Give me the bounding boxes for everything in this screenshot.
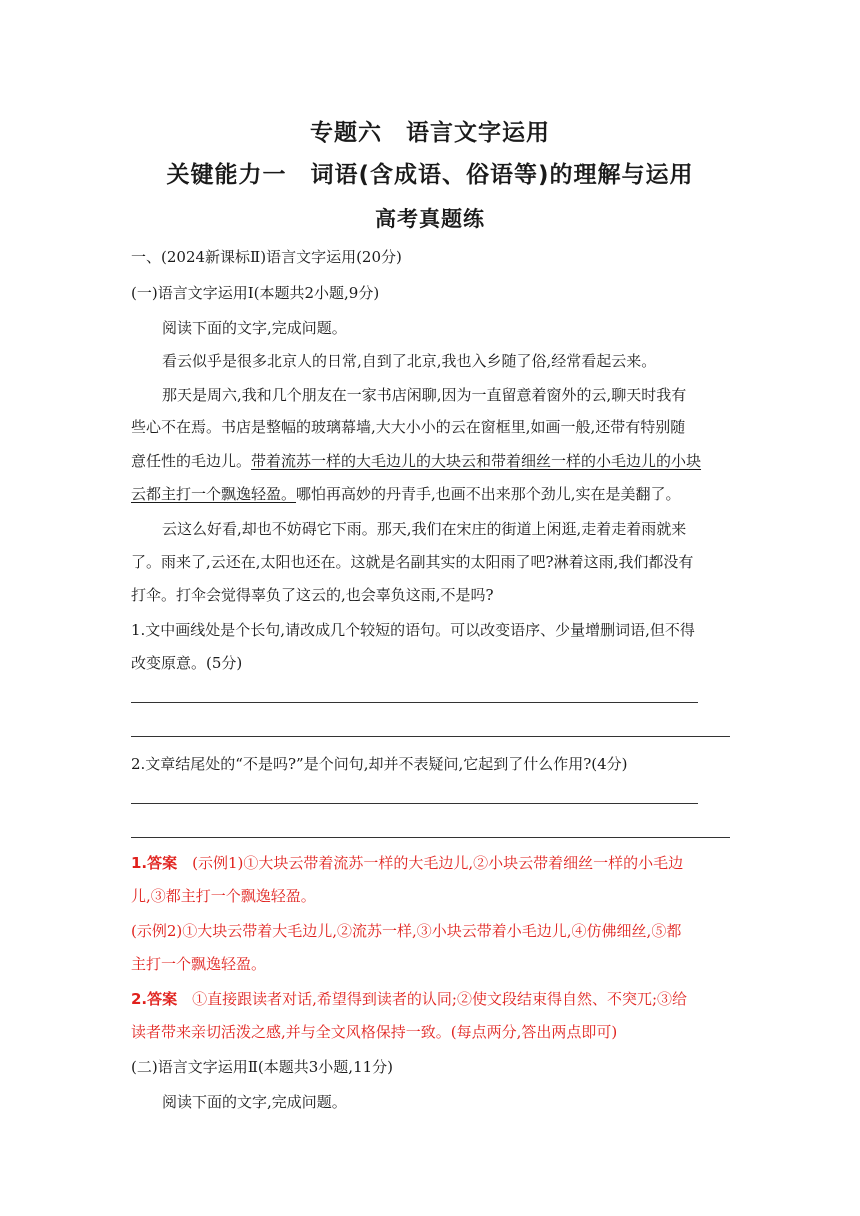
answer2-label: 2.答案 [131,990,178,1008]
answer2-line1 [131,989,731,1009]
underlined-long-sentence-part2: 云都主打一个飘逸轻盈。 [131,485,297,503]
sub1-heading: (一)语言文字运用Ⅰ(本题共2小题,9分) [131,284,380,302]
underlined-long-sentence-part1: 带着流苏一样的大毛边儿的大块云和带着细丝一样的小毛边儿的小块 [251,452,702,470]
passage-p2-line3-plain: 意任性的毛边儿。 [131,452,252,470]
answer1-line2: 儿,③都主打一个飘逸轻盈。 [131,887,316,905]
passage-p2-line2: 些心不在焉。书店是整幅的玻璃幕墙,大大小小的云在窗框里,如画一般,还带有特别随 [131,418,686,436]
passage-p3-line1: 云这么好看,却也不妨碍它下雨。那天,我们在宋庄的街道上闲逛,走着走着雨就来 [162,520,687,538]
question1-line1: 1.文中画线处是个长句,请改成几个较短的语句。可以改变语序、少量增删词语,但不得 [131,621,695,639]
passage-p3-line2: 了。雨来了,云还在,太阳也还在。这就是名副其实的太阳雨了吧?淋着这雨,我们都没有 [131,553,694,571]
question1-line2: 改变原意。(5分) [131,654,243,672]
answer-line-q1-2 [131,736,730,737]
section-title: 高考真题练 [375,207,485,231]
answer-line-q2-2 [131,837,730,838]
answer2-line2: 读者带来亲切活泼之感,并与全文风格保持一致。(每点两分,答出两点即可) [131,1023,618,1041]
answer1-text: (示例1)①大块云带着流苏一样的大毛边儿,②小块云带着细丝一样的小毛边 [177,854,684,872]
page-title: 专题六 语言文字运用 [310,120,550,146]
page-subtitle: 关键能力一 词语(含成语、俗语等)的理解与运用 [166,162,694,188]
instruction2: 阅读下面的文字,完成问题。 [162,1093,347,1111]
passage-p2-line4 [131,484,731,504]
answer2-text: ①直接跟读者对话,希望得到读者的认同;②使文段结束得自然、不突兀;③给 [177,990,688,1008]
question2: 2.文章结尾处的“不是吗?”是个问句,却并不表疑问,它起到了什么作用?(4分) [131,755,628,773]
answer-line-q2-1 [131,803,698,804]
passage-p2-line1: 那天是周六,我和几个朋友在一家书店闲聊,因为一直留意着窗外的云,聊天时我有 [162,386,687,404]
passage-p1: 看云似乎是很多北京人的日常,自到了北京,我也入乡随了俗,经常看起云来。 [162,352,657,370]
passage-p2-line4-plain: 哪怕再高妙的丹青手,也画不出来那个劲儿,实在是美翻了。 [296,485,681,503]
answer1-line1 [131,853,731,873]
answer-line-q1-1 [131,702,698,703]
instruction1: 阅读下面的文字,完成问题。 [162,319,347,337]
part1-heading: 一、(2024新课标Ⅱ)语言文字运用(20分) [131,248,402,266]
answer1-label: 1.答案 [131,854,178,872]
sub2-heading: (二)语言文字运用Ⅱ(本题共3小题,11分) [131,1058,394,1076]
passage-p2-line3 [131,451,731,471]
passage-p3-line3: 打伞。打伞会觉得辜负了这云的,也会辜负这雨,不是吗? [131,586,494,604]
answer1-line3: (示例2)①大块云带着大毛边儿,②流苏一样,③小块云带着小毛边儿,④仿佛细丝,⑤都 [131,922,682,940]
answer1-line4: 主打一个飘逸轻盈。 [131,955,267,973]
